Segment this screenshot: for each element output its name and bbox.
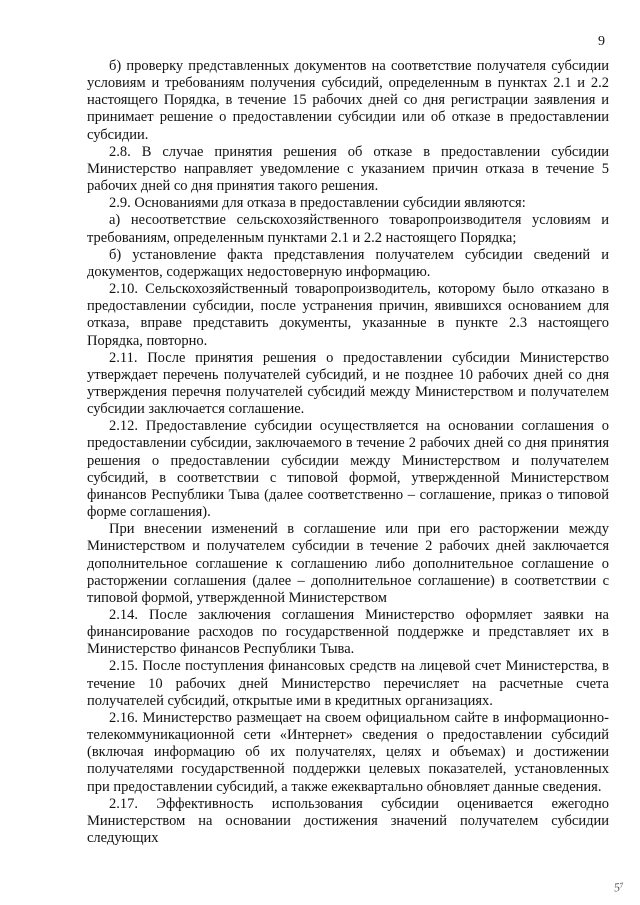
paragraph: б) проверку представленных документов на соответствие получателя субсидии условиям и требованиям получения субсидий, определенным в пунктах 2.1 и 2.2 настоящего Порядка, в течение 15 рабочих дней со дня регистрации заявления и принимает решение о предоставлении субсидии или об отказе в предоставлении субсидии. (87, 58, 609, 143)
page-number: 9 (598, 34, 605, 49)
handwritten-mark: 5⁷ (613, 879, 626, 895)
paragraph: б) установление факта представления получателем субсидии сведений и документов, содержащих недостоверную информацию. (87, 246, 609, 280)
paragraph: При внесении изменений в соглашение или при его расторжении между Министерством и получателем субсидии в течение 2 рабочих дней заключается дополнительное соглашение к соглашению либо дополнительное соглашение о расторжении соглашения (далее – дополнительное соглашение) в соответствии с типовой формой, утвержденной Министерством (87, 521, 609, 606)
paragraph: 2.11. После принятия решения о предоставлении субсидии Министерство утверждает перечень получателей субсидий, и не позднее 10 рабочих дней со дня утверждения перечня получателей субсидий между Министерством и получателем субсидии заключается соглашение. (87, 349, 609, 418)
paragraph: 2.8. В случае принятия решения об отказе в предоставлении субсидии Министерство направляет уведомление с указанием причин отказа в течение 5 рабочих дней со дня принятия такого решения. (87, 143, 609, 195)
document-body (87, 58, 609, 847)
paragraph: а) несоответствие сельскохозяйственного товаропроизводителя условиям и требованиям, определенным пунктами 2.1 и 2.2 настоящего Порядка; (87, 212, 609, 246)
paragraph: 2.17. Эффективность использования субсидии оценивается ежегодно Министерством на основании достижения значений получателем субсидии следующих (87, 795, 609, 847)
paragraph: 2.9. Основаниями для отказа в предоставлении субсидии являются: (109, 195, 526, 212)
paragraph: 2.15. После поступления финансовых средств на лицевой счет Министерства, в течение 10 рабочих дней Министерство перечисляет на расчетные счета получателей субсидий, открытые ими в кредитных организациях. (87, 658, 609, 709)
paragraph: 2.16. Министерство размещает на своем официальном сайте в информационно-телекоммуникационной сети «Интернет» сведения о предоставлении субсидий (включая информацию об их получателях, целях и объемах) и достижении получателями государственной поддержки целевых показателей, установленных при предоставлении субсидий, а также ежеквартально обновляет данные сведения. (87, 709, 609, 795)
paragraph: 2.14. После заключения соглашения Министерство оформляет заявки на финансирование расходов по государственной поддержке и представляет их в Министерство финансов Республики Тыва. (87, 607, 609, 658)
paragraph: 2.10. Сельскохозяйственный товаропроизводитель, которому было отказано в предоставлении субсидии, после устранения причин, явившихся основанием для отказа, вправе представить документы, указанные в пункте 2.3 настоящего Порядка, повторно. (87, 281, 609, 349)
paragraph: 2.12. Предоставление субсидии осуществляется на основании соглашения о предоставлении субсидии, заключаемого в течение 2 рабочих дней со дня принятия решения о предоставлении субсидии между Министерством и получателем субсидий, в соответствии с типовой формой, утвержденной Министерством финансов Республики Тыва (далее соответственно – соглашение, приказ о типовой форме соглашения). (87, 418, 609, 521)
